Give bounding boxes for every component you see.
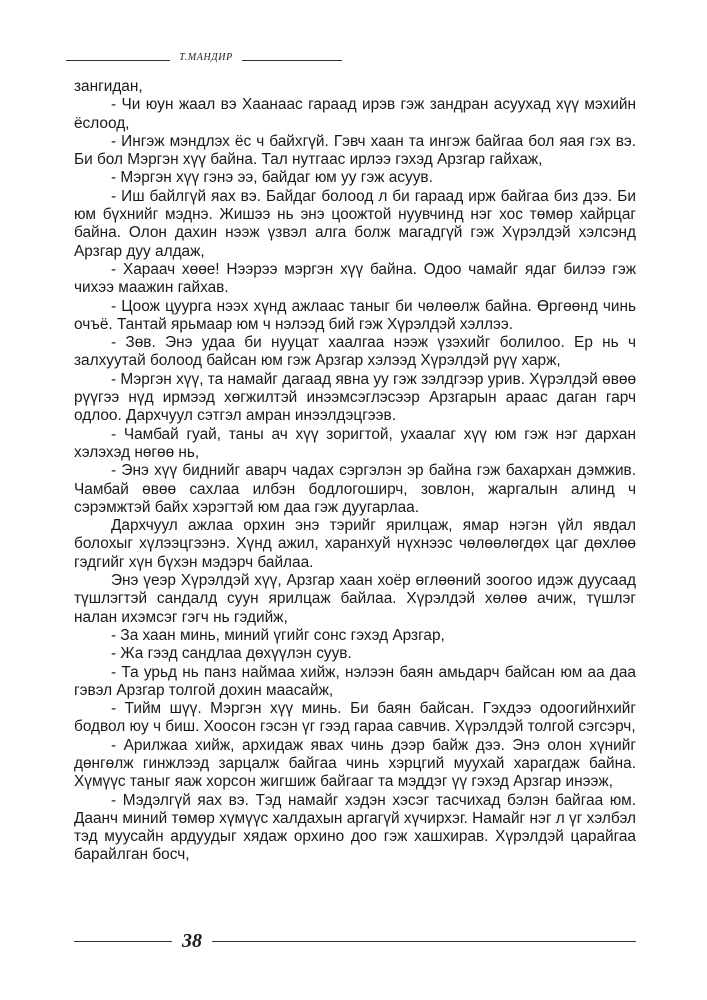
paragraph: - Мэдэлгүй яах вэ. Тэд намайг хэдэн хэсэг тасчихад бэлэн байгаа юм. Даанч миний төмөр хүмүүс халдахын аргагүй хүчирхэг. Намайг нэг л үг хэлбэл тэд муусайн ардуудыг хядаж орхино доо гэж хашхирав. Хүрэлдэй царайгаа барайлган босч, bbox=[74, 791, 636, 864]
paragraph: - Цоож цуурга нээх хүнд ажлаас таныг би чөлөөлж байна. Өргөөнд чинь очъё. Тантай ярьмаар юм ч нэлээд бий гэж Хүрэлдэй хэллээ. bbox=[74, 297, 636, 333]
paragraph: - Зөв. Энэ удаа би нууцат хаалгаа нээж үзэхийг болилоо. Ер нь ч залхуутай болоод байсан юм гэж Арзгар хэлээд Хүрэлдэй рүү харж, bbox=[74, 334, 636, 370]
paragraph: - Чи юун жаал вэ Хаанаас гараад ирэв гэж зандран асуухад хүү мэхийн ёслоод, bbox=[74, 96, 636, 132]
paragraph: Дархчуул ажлаа орхин энэ тэрийг ярилцаж, ямар нэгэн үйл явдал болохыг хүлээцгээнэ. Хүнд ажил, харанхуй нүхнээс чөлөөлөгдөх цаг дөхлөө гэдгийг хүн бүхэн мэдэрч байлаа. bbox=[74, 517, 636, 571]
paragraph: - За хаан минь, миний үгийг сонс гэхэд Арзгар, bbox=[111, 626, 445, 644]
paragraph: - Энэ хүү биднийг аварч чадах сэргэлэн эр байна гэж бахархан дэмжив. Чамбай өвөө сахлаа илбэн бодлогоширч, зовлон, жаргалын алинд ч сэрэмжтэй байх хэрэгтэй юм даа гэж дуугарлаа. bbox=[74, 462, 636, 516]
paragraph: - Мэргэн хүү, та намайг дагаад явна уу гэж зэлдгээр урив. Хүрэлдэй өвөө рүүгээ нүд ирмээд хөгжилтэй инээмсэглэсээр Арзгарын араас даган гарч одлоо. Дархчуул сэтгэл амран инээлдэцгээв. bbox=[74, 370, 636, 425]
running-header bbox=[66, 52, 342, 68]
paragraph: - Чамбай гуай, таны ач хүү зоригтой, ухаалаг хүү юм гэж нэг дархан хэлэхэд нөгөө нь, bbox=[74, 425, 636, 461]
footer-rule-right bbox=[212, 941, 636, 942]
paragraph: - Иш байлгүй яах вэ. Байдаг болоод л би гараад ирж байгаа биз дээ. Би юм бүхнийг мэднэ. Жишээ нь энэ цоожтой нуувчинд нэг хос төмөр хайрцаг байна. Олон дахин нээж үзвэл алга болж магадгүй гэж Хүрэлдэй хэлсэнд Арзгар дуу алдаж, bbox=[74, 187, 636, 260]
footer-rule-left bbox=[74, 941, 172, 942]
paragraph: - Та урьд нь панз наймаа хийж, нэлээн баян амьдарч байсан юм аа даа гэвэл Арзгар толгой дохин маасайж, bbox=[74, 663, 636, 699]
paragraph: - Ингэж мэндлэх ёс ч байхгүй. Гэвч хаан та ингэж байгаа бол яая гэх вэ. Би бол Мэргэн хүү байна. Тал нутгаас ирлээ гэхэд Арзгар гайхаж, bbox=[74, 132, 636, 169]
paragraph: зангидан, bbox=[74, 78, 143, 95]
page-number: 38 bbox=[182, 930, 202, 952]
running-title: Т.МАНДИР bbox=[179, 52, 233, 63]
paragraph: - Тийм шүү. Мэргэн хүү минь. Би баян байсан. Гэхдээ одоогийнхийг бодвол юу ч биш. Хоосон гэсэн үг гээд гараа савчив. Хүрэлдэй толгой сэгсэрч, bbox=[74, 700, 636, 736]
header-rule-left bbox=[66, 60, 170, 61]
paragraph: - Хараач хөөе! Нээрээ мэргэн хүү байна. Одоо чамайг ядаг билээ гэж чихээ маажин гайхав. bbox=[74, 260, 636, 297]
header-rule-right bbox=[242, 60, 342, 61]
paragraph: - Жа гээд сандлаа дөхүүлэн суув. bbox=[111, 645, 352, 663]
paragraph: Энэ үеэр Хүрэлдэй хүү, Арзгар хаан хоёр өглөөний зоогоо идэж дуусаад түшлэгтэй сандалд суун ярилцаж байлаа. Хүрэлдэй хөлөө ачиж, түшлэг налан ихэмсэг гэгч нь гэдийж, bbox=[74, 572, 636, 626]
paragraph: - Арилжаа хийж, архидаж явах чинь дээр байж дээ. Энэ олон хүнийг дөнгөлж гинжлээд зарцалж байгаа чинь хэрцгий муухай харагдаж байна. Хүмүүс таныг яаж хорсон жигшиж байгааг та мэддэг үү гэхэд Арзгар инээж, bbox=[74, 736, 636, 791]
page-footer bbox=[74, 928, 636, 954]
paragraph: - Мэргэн хүү гэнэ ээ, байдаг юм уу гэж асуув. bbox=[111, 169, 433, 187]
body-text bbox=[74, 78, 636, 865]
